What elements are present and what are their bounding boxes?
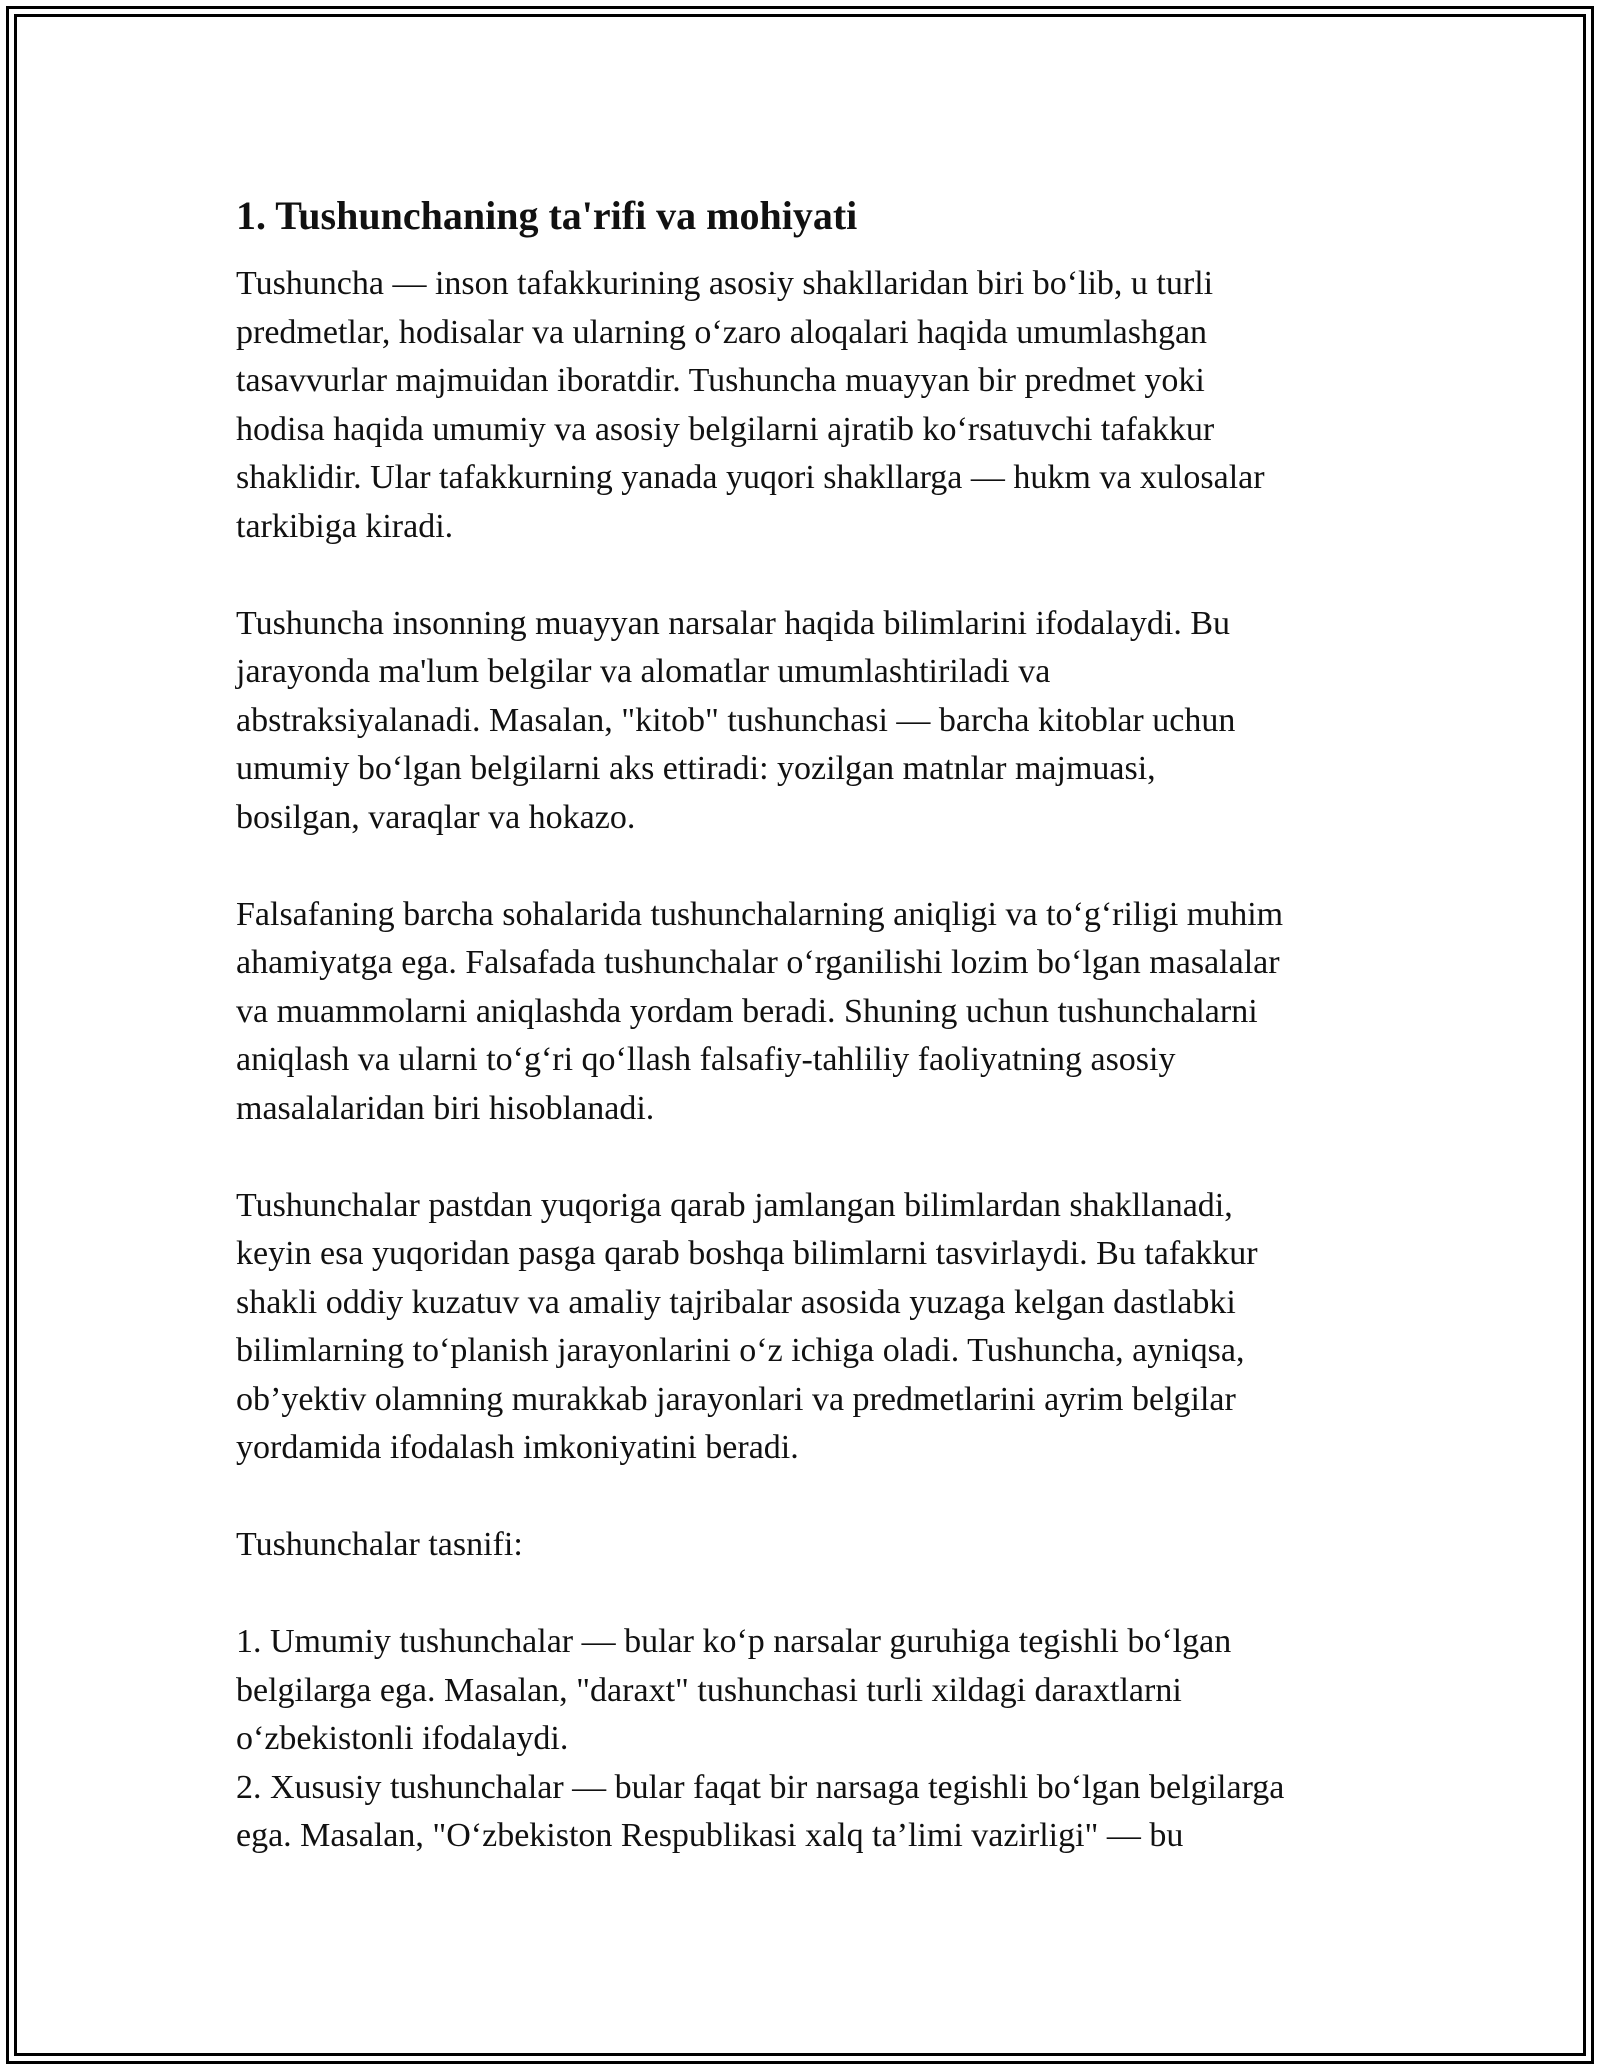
paragraph-definition <box>236 260 1376 551</box>
text-line: predmetlar, hodisalar va ularning oʻzaro aloqalari haqida umumlashgan <box>236 313 1208 351</box>
text-line: ob’yektiv olamning murakkab jarayonlari va predmetlarini ayrim belgilar <box>236 1380 1236 1418</box>
text-line: Tushuncha insonning muayyan narsalar haqida bilimlarini ifodalaydi. Bu <box>236 604 1231 642</box>
paragraph-gap <box>236 1570 1376 1619</box>
text-line: aniqlash va ularni toʻgʻri qoʻllash falsafiy-tahliliy faoliyatning asosiy <box>236 1041 1176 1078</box>
paragraph-formation <box>236 1182 1376 1473</box>
text-line: abstraksiyalanadi. Masalan, "kitob" tushunchasi — barcha kitoblar uchun <box>236 701 1236 739</box>
text-line: tasavvurlar majmuidan iboratdir. Tushuncha muayyan bir predmet yoki <box>236 362 1205 399</box>
text-line: yordamida ifodalash imkoniyatini beradi. <box>236 1429 799 1466</box>
text-line: shakli oddiy kuzatuv va amaliy tajribalar asosida yuzaga kelgan dastlabki <box>236 1283 1236 1321</box>
classification-list <box>236 1618 1376 1861</box>
text-line: Falsafaning barcha sohalarida tushunchalarning aniqligi va toʻgʻriligi muhim <box>236 895 1284 933</box>
paragraph-knowledge <box>236 600 1376 843</box>
list-line: 2. Xususiy tushunchalar — bular faqat bir narsaga tegishli boʻlgan belgilarga <box>236 1768 1285 1806</box>
paragraph-gap <box>236 842 1376 891</box>
section-heading: 1. Tushunchaning ta'rifi va mohiyati <box>236 193 858 238</box>
text-line: keyin esa yuqoridan pasga qarab boshqa bilimlarni tasvirlaydi. Bu tafakkur <box>236 1235 1258 1272</box>
text-line: tarkibiga kiradi. <box>236 507 454 545</box>
text-line: Tushunchalar pastdan yuqoriga qarab jamlangan bilimlardan shakllanadi, <box>236 1186 1233 1224</box>
text-line: umumiy boʻlgan belgilarni aks ettiradi: yozilgan matnlar majmuasi, <box>236 750 1156 787</box>
paragraph-gap <box>236 1473 1376 1522</box>
list-line: 1. Umumiy tushunchalar — bular koʻp narsalar guruhiga tegishli boʻlgan <box>236 1623 1232 1660</box>
text-line: va muammolarni aniqlashda yordam beradi. Shuning uchun tushunchalarni <box>236 992 1258 1030</box>
text-line: masalalaridan biri hisoblanadi. <box>236 1089 655 1127</box>
paragraph-gap <box>236 551 1376 600</box>
paragraph-gap <box>236 1133 1376 1182</box>
text-line: Tushunchalar tasnifi: <box>236 1526 523 1563</box>
document-body <box>236 190 1376 1861</box>
list-line: belgilarga ega. Masalan, "daraxt" tushunchasi turli xildagi daraxtlarni <box>236 1671 1182 1709</box>
text-line: hodisa haqida umumiy va asosiy belgilarni ajratib koʻrsatuvchi tafakkur <box>236 410 1215 448</box>
paragraph-philosophy <box>236 891 1376 1134</box>
text-line: Tushuncha — inson tafakkurining asosiy shakllaridan biri boʻlib, u turli <box>236 265 1214 302</box>
text-line: bosilgan, varaqlar va hokazo. <box>236 798 636 836</box>
text-line: jarayonda ma'lum belgilar va alomatlar umumlashtiriladi va <box>236 653 1051 690</box>
text-line: ahamiyatga ega. Falsafada tushunchalar oʻrganilishi lozim boʻlgan masalalar <box>236 944 1280 981</box>
classification-heading <box>236 1521 1376 1570</box>
text-line: bilimlarning toʻplanish jarayonlarini oʻz ichiga oladi. Tushuncha, ayniqsa, <box>236 1332 1245 1369</box>
list-line: ega. Masalan, "Oʻzbekiston Respublikasi xalq ta’limi vazirligi" — bu <box>236 1817 1184 1854</box>
list-line: oʻzbekistonli ifodalaydi. <box>236 1720 569 1757</box>
text-line: shaklidir. Ular tafakkurning yanada yuqori shakllarga — hukm va xulosalar <box>236 459 1265 496</box>
